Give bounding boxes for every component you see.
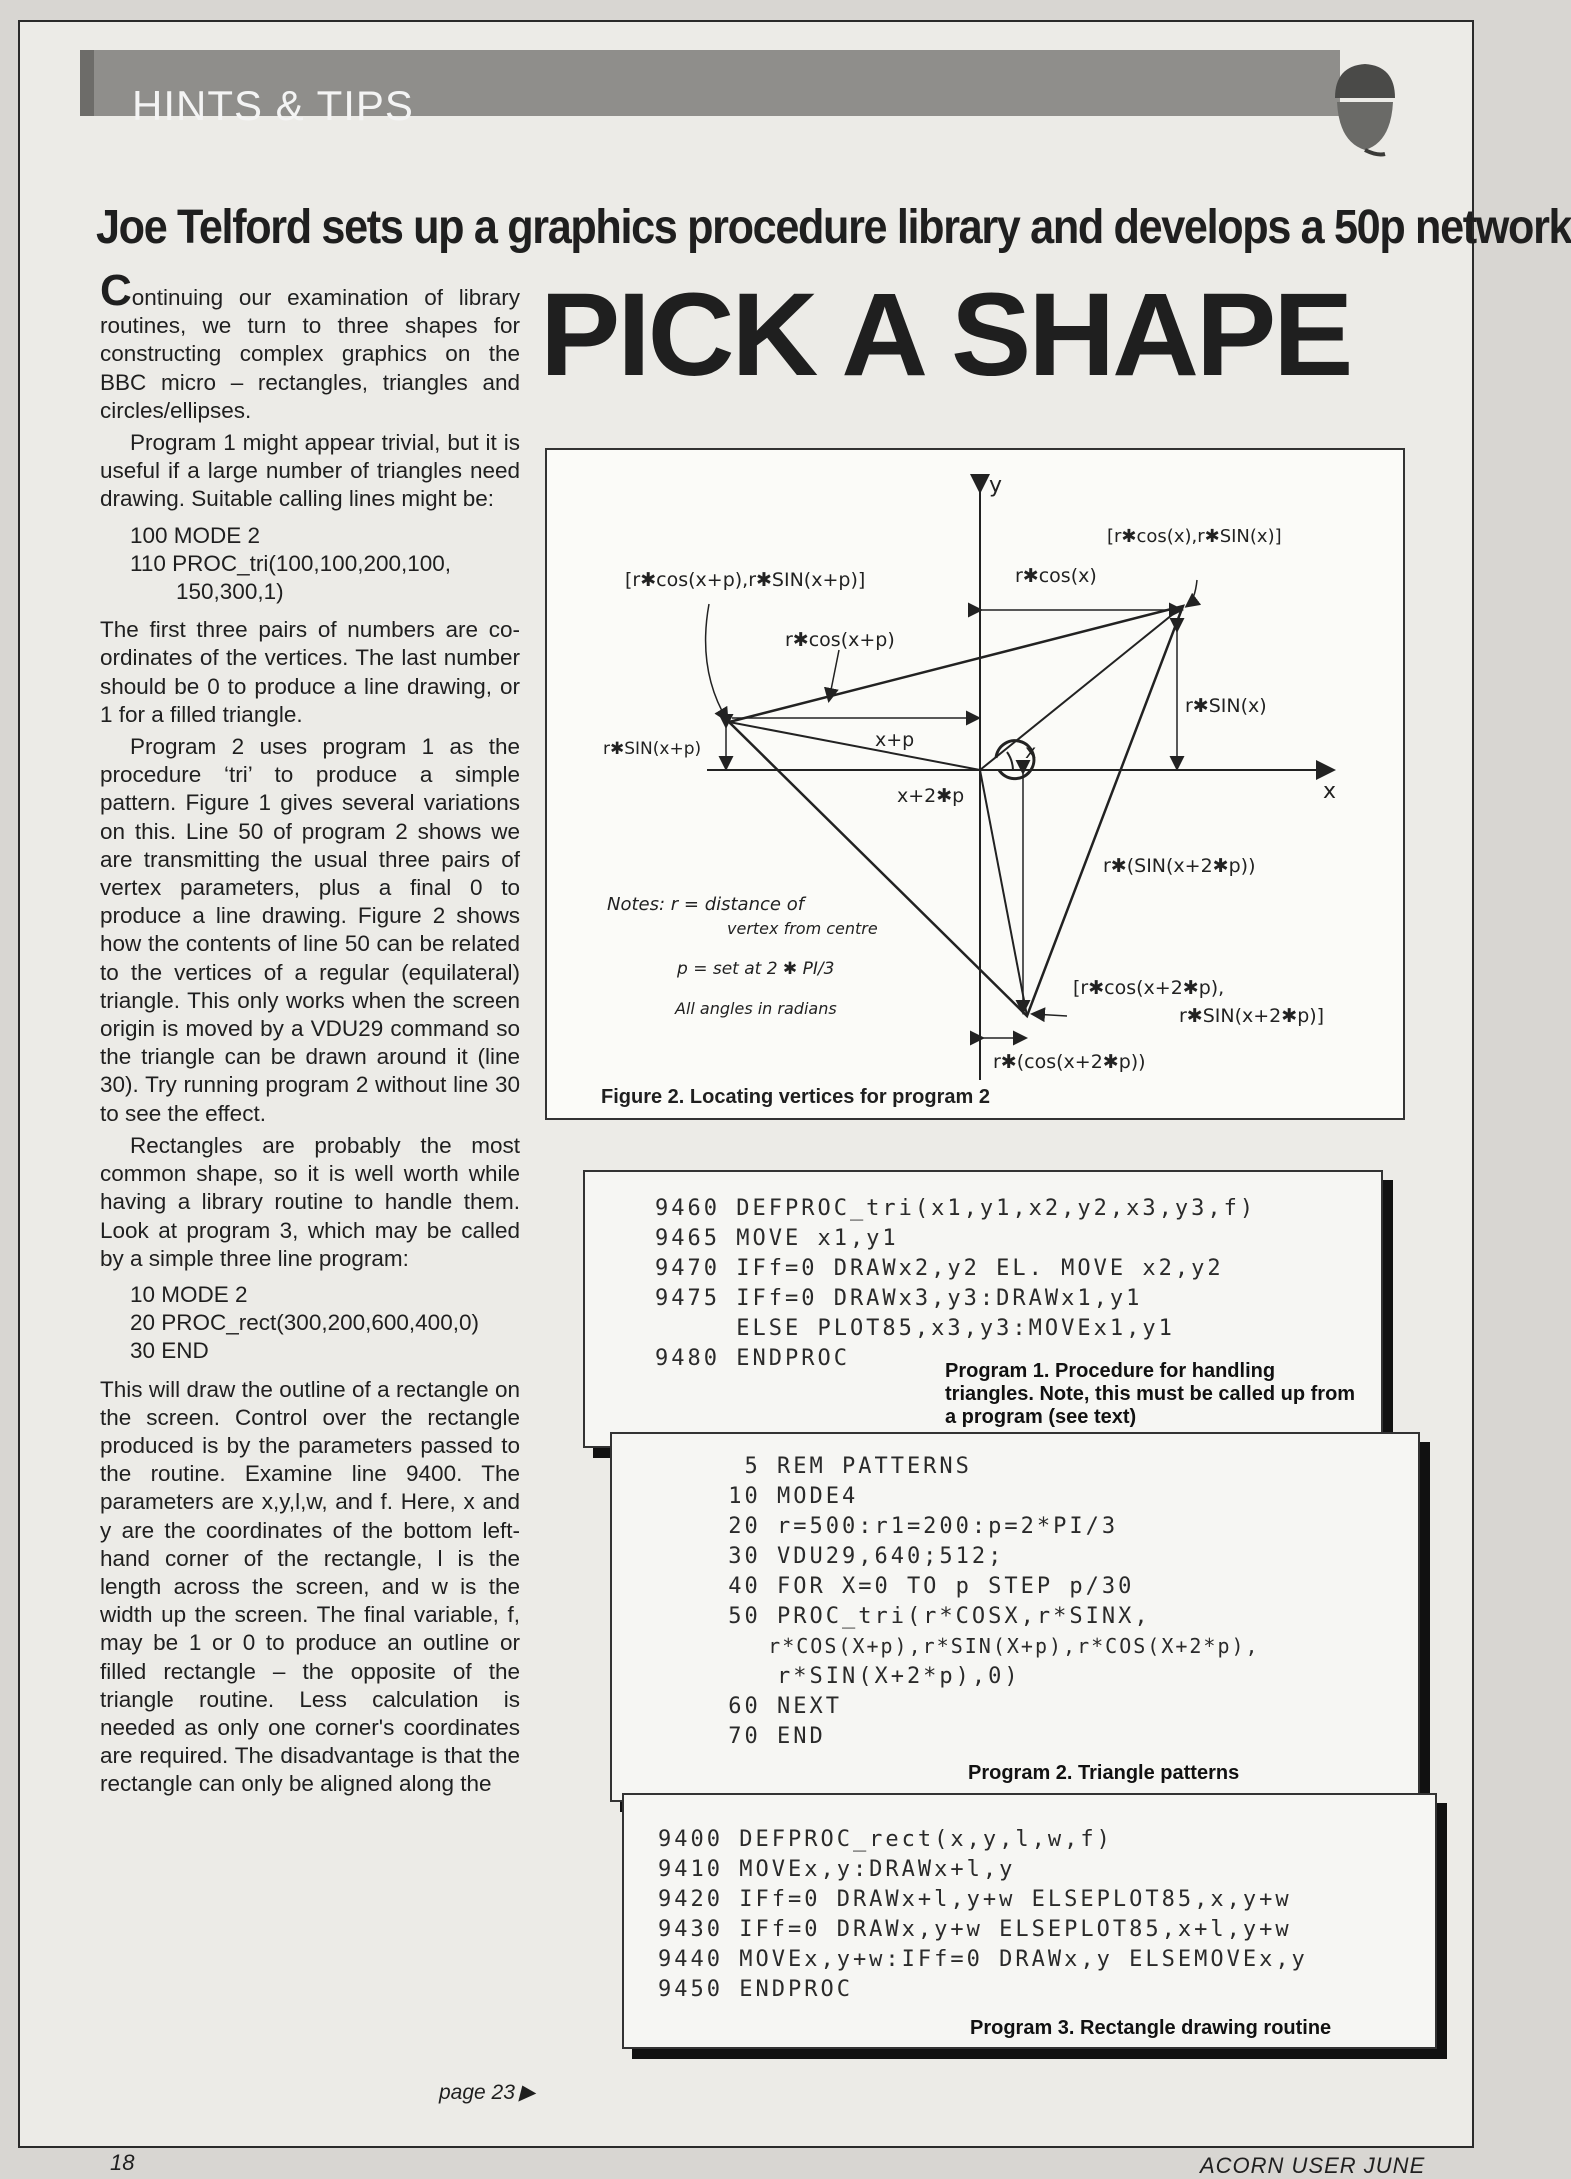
code-example: 10 MODE 2 20 PROC_rect(300,200,600,400,0) 30 END [130, 1281, 479, 1364]
label-y-axis: y [989, 473, 1003, 498]
triangle-right-icon: ▶ [518, 2081, 536, 2104]
label-vertex-3b: r✱SIN(x+2✱p)] [1179, 1005, 1325, 1027]
code-line: 70 END [712, 1724, 826, 1749]
paragraph: The first three pairs of numbers are co-ordinates of the vertices. The last number should be 0 to produce a line drawing, or 1 for a filled triangle. [100, 617, 520, 727]
notes-line-4: All angles in radians [675, 999, 837, 1018]
code-line: 9400 DEFPROC_rect(x,y,l,w,f) [658, 1827, 1113, 1852]
code-line: 9420 IFf=0 DRAWx+l,y+w ELSEPLOT85,x,y+w [658, 1887, 1292, 1912]
code-line: 9465 MOVE x1,y1 [655, 1226, 899, 1251]
notes-line-1: Notes: r = distance of [607, 894, 805, 915]
label-rsinxp: r✱SIN(x+p) [603, 739, 702, 759]
code-line: 9410 MOVEx,y:DRAWx+l,y [658, 1857, 1016, 1882]
label-x: x [1025, 741, 1037, 763]
label-x2p: x+2✱p [897, 785, 965, 807]
label-rcosx: r✱cos(x) [1015, 565, 1097, 587]
label-xp: x+p [875, 729, 915, 751]
page-number: 18 [110, 2150, 135, 2175]
drop-cap: C [100, 266, 132, 315]
code-line: 9430 IFf=0 DRAWx,y+w ELSEPLOT85,x+l,y+w [658, 1917, 1292, 1942]
code-line: 60 NEXT [712, 1694, 842, 1719]
article-title: PICK A SHAPE [540, 269, 1351, 401]
equilateral-triangle [729, 606, 1183, 1016]
label-rcosx2p: r✱(cos(x+2✱p)) [993, 1051, 1146, 1073]
label-x-axis: x [1323, 779, 1337, 804]
code-line: 9480 ENDPROC [655, 1346, 850, 1371]
label-rcosxp: r✱cos(x+p) [785, 629, 895, 651]
label-vertex-3a: [r✱cos(x+2✱p), [1073, 977, 1225, 999]
label-rsinx2p: r✱(SIN(x+2✱p)) [1103, 855, 1256, 877]
paragraph-intro: Continuing our examination of library routines, we turn to three shapes for constructing complex graphics on the BBC micro – rectangles, triangles and circles/ellipses. [100, 266, 520, 423]
code-line: 20 r=500:r1=200:p=2*PI/3 [712, 1514, 1119, 1539]
label-vertex-1: [r✱cos(x),r✱SIN(x)] [1107, 526, 1282, 547]
code-line: ELSE PLOT85,x3,y3:MOVEx1,y1 [655, 1316, 1175, 1341]
code-line: 9470 IFf=0 DRAWx2,y2 EL. MOVE x2,y2 [655, 1256, 1224, 1281]
code-line: r*COS(X+p),r*SIN(X+p),r*COS(X+2*p), [712, 1634, 1260, 1658]
code-line: 9440 MOVEx,y+w:IFf=0 DRAWx,y ELSEMOVEx,y [658, 1947, 1308, 1972]
program-1-caption: Program 1. Procedure for handling triangles. Note, this must be called up from a program (see text) [945, 1360, 1356, 1428]
program-3-listing [622, 1793, 1437, 2049]
headline: Joe Telford sets up a graphics procedure library and develops a 50p network [96, 201, 1571, 254]
continued-page-ref[interactable]: page 23 ▶ [439, 2081, 536, 2104]
program-1-listing [583, 1170, 1383, 1448]
code-line: 40 FOR X=0 TO p STEP p/30 [712, 1574, 1135, 1599]
code-line: 9450 ENDPROC [658, 1977, 853, 2002]
program-2-listing [610, 1432, 1420, 1802]
figure-caption: Figure 2. Locating vertices for program 2 [601, 1086, 990, 1108]
code-line: r*SIN(X+2*p),0) [712, 1664, 1021, 1689]
label-vertex-2: [r✱cos(x+p),r✱SIN(x+p)] [625, 569, 866, 591]
figure-2 [545, 448, 1405, 1120]
notes-line-2: vertex from centre [727, 919, 878, 938]
article-body [100, 266, 520, 1803]
paragraph: Program 2 uses program 1 as the procedure ‘tri’ to produce a simple pattern. Figure 1 gives several variations on this. Line 50 of program 2 shows we are transmitting the usual three pairs of vertex parameters, plus a final 0 to produce a line drawing. Figure 2 shows how the contents of line 50 can be related to the vertices of a regular (equilateral) triangle. This only works when the screen origin is moved by a VDU29 command so the triangle can be drawn around it (line 30). Try running program 2 without line 30 to see the effect. [100, 734, 520, 1126]
figure-2-diagram [547, 450, 1403, 1118]
paragraph: This will draw the outline of a rectangle on the screen. Control over the rectangle produced is by the parameters passed to the routine. Examine line 9400. The parameters are x,y,l,w, and f. Here, x and y are the coordinates of the bottom left-hand corner of the rectangle, l is the length across the screen, and w is the width up the screen. The final variable, f, may be 1 or 0 to produce an outline or filled rectangle – the opposite of the triangle routine. Less calculation is needed as only one corner's coordinates are required. The disadvantage is that the rectangle can only be aligned along the [100, 1376, 520, 1797]
paragraph: Program 1 might appear trivial, but it is useful if a large number of triangles need drawing. Suitable calling lines might be: [100, 430, 520, 512]
program-2-caption: Program 2. Triangle patterns [968, 1762, 1240, 1784]
notes-line-3: p = set at 2 ✱ PI/3 [677, 959, 835, 979]
label-rsinx: r✱SIN(x) [1185, 695, 1267, 717]
journal-footer: ACORN USER JUNE [1200, 2153, 1426, 2178]
code-line: 9460 DEFPROC_tri(x1,y1,x2,y2,x3,y3,f) [655, 1196, 1257, 1221]
code-line: 10 MODE4 [712, 1484, 859, 1509]
section-title: HINTS & TIPS [132, 82, 414, 129]
code-line: 50 PROC_tri(r*COSX,r*SINX, [712, 1604, 1151, 1629]
acorn-logo-icon [1325, 58, 1405, 158]
code-line: 9475 IFf=0 DRAWx3,y3:DRAWx1,y1 [655, 1286, 1143, 1311]
code-example: 100 MODE 2 110 PROC_tri(100,100,200,100, 150,300,1) [130, 522, 452, 605]
code-line: 30 VDU29,640;512; [712, 1544, 1005, 1569]
paragraph: Rectangles are probably the most common shape, so it is well worth while having a library routine to handle them. Look at program 3, which may be called by a simple three line program: [100, 1132, 520, 1271]
program-3-caption: Program 3. Rectangle drawing routine [970, 2017, 1332, 2039]
code-line: 5 REM PATTERNS [712, 1454, 972, 1479]
